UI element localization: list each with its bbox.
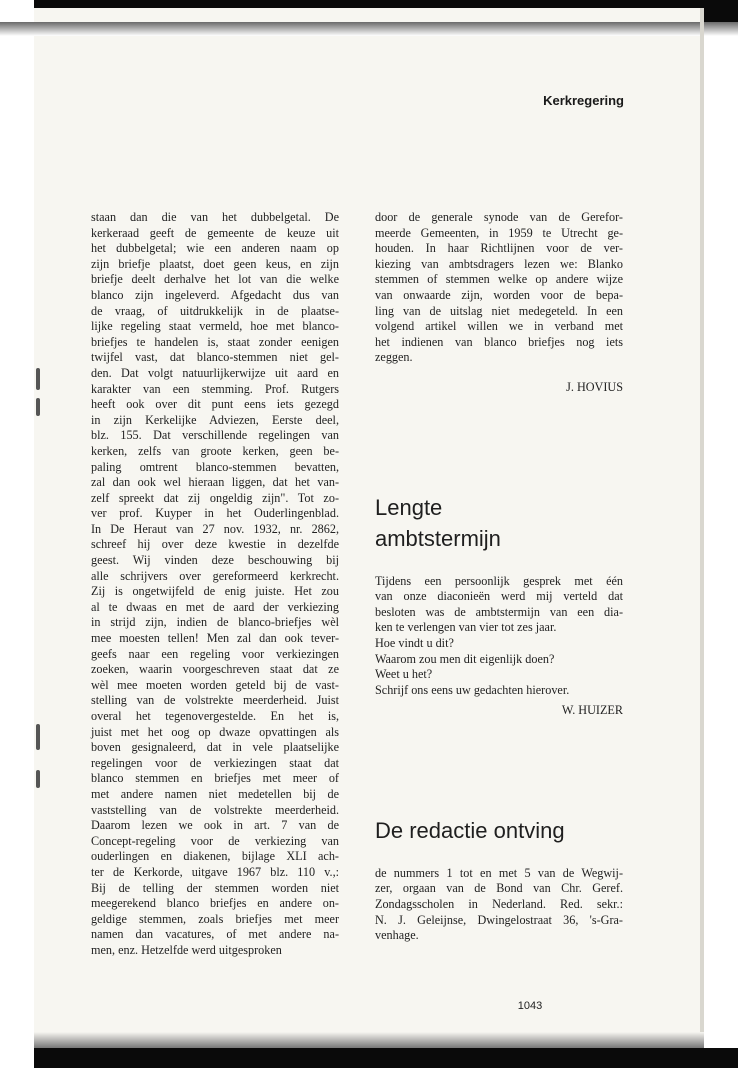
text-line: paling omtrent blanco-stemmen bevatten, — [91, 459, 339, 474]
text-line: kiezing van ambtsdragers lezen we: Blanko — [375, 256, 623, 271]
text-line: heeft ook over dit punt eens iets gezegd — [91, 397, 339, 412]
article-questions — [375, 636, 623, 698]
section-header: Kerkregering — [543, 93, 624, 108]
scan-bottom-shadow — [34, 1032, 704, 1048]
text-line: zal dan ook wel hieraan liggen, dat het van- — [91, 475, 339, 490]
text-line: staan dan die van het dubbelgetal. De — [91, 210, 339, 224]
binding-mark — [36, 770, 40, 788]
text-line: vaststelling van de volstrekte meerderheid. — [91, 802, 339, 817]
text-line: de nummers 1 tot en met 5 van de Wegwij- — [375, 865, 623, 880]
binding-mark — [36, 368, 40, 390]
text-line: den. Dat volgt natuurlijkerwijze uit aard en — [91, 365, 339, 380]
text-line: men, enz. Hetzelfde werd uitgesproken — [91, 942, 282, 957]
scan-left-margin — [0, 0, 34, 1068]
text-line: besloten was de ambtstermijn van een dia- — [375, 604, 623, 619]
text-line: In De Heraut van 27 nov. 1932, nr. 2862, — [91, 521, 339, 536]
text-line: zelf spreekt dat zij ongeldig zijn". Tot zo- — [91, 490, 339, 505]
text-line: karakter van een stemming. Prof. Rutgers — [91, 381, 339, 396]
text-line: stelling van de volstrekte meerderheid. Juist — [91, 693, 339, 708]
text-line: boven gesignaleerd, dat in vele plaatselijke — [91, 740, 339, 755]
text-line: Tijdens een persoonlijk gesprek met één — [375, 573, 623, 588]
text-line: het indienen van blanco briefjes nog iets — [375, 334, 623, 349]
text-line: in zijn Kerkelijke Adviezen, Eerste deel, — [91, 412, 339, 427]
text-line: blanco stemmen en briefjes met meer of — [91, 771, 339, 786]
text-line: zoeken, waarin voorgeschreven staat dat ze — [91, 662, 339, 677]
text-line: geest. Wij vinden deze beschouwing bij — [91, 553, 339, 568]
text-line: overal het tegenovergestelde. En het is, — [91, 709, 339, 723]
text-line: ouderlingen en diakenen, bijlage XLI ach- — [91, 849, 339, 864]
text-line: blanco zijn ingeleverd. Afgedacht dus van — [91, 287, 339, 302]
scan-top-shadow — [0, 22, 738, 36]
text-line: Schrijf ons eens uw gedachten hierover. — [375, 682, 570, 697]
text-line: mee moesten tellen! Men zal dan ook tever- — [91, 631, 339, 646]
right-column — [375, 210, 623, 944]
text-line: blz. 155. Dat verschillende regelingen van — [91, 428, 339, 443]
text-line: Weet u het? — [375, 667, 433, 682]
text-line: Waarom zou men dit eigenlijk doen? — [375, 651, 555, 666]
text-line: ling van de uitslag niet medegeteld. In een — [375, 303, 623, 318]
text-line: in strijd zijn, indien de blanco-briefjes wèl — [91, 615, 339, 630]
text-line: met andere namen niet medetellen bij de — [91, 786, 339, 801]
scan-bottom-border — [34, 1048, 738, 1068]
text-line: N. J. Geleijnse, Dwingelostraat 36, 's-Gra- — [375, 912, 623, 927]
text-line: het dubbelgetal; wie een anderen naam op — [91, 241, 339, 256]
article-body-redactie — [375, 866, 623, 944]
text-line: door de generale synode van de Gerefor- — [375, 210, 623, 224]
heading-line-2: ambtstermijn — [375, 525, 501, 551]
article-body-lengte — [375, 574, 623, 636]
signature-hovius: J. HOVIUS — [566, 379, 623, 394]
article-heading-redactie: De redactie ontving — [375, 817, 565, 843]
heading-line-1: Lengte — [375, 494, 443, 520]
text-line: schreef hij over deze kwestie in dezelfde — [91, 537, 339, 552]
signature-huizer: W. HUIZER — [561, 703, 623, 718]
binding-mark — [36, 398, 40, 416]
text-line: al te dwaas en met de aard der verkiezing — [91, 599, 339, 614]
text-line: kerkeraad geeft de gemeente de keuze uit — [91, 225, 339, 240]
text-line: geldige stemmen, zoals briefjes met meer — [91, 911, 339, 926]
binding-mark — [36, 724, 40, 750]
text-line: Daarom lezen we ook in art. 7 van de — [91, 818, 339, 833]
text-line: Concept-regeling voor de verkiezing van — [91, 833, 339, 848]
text-line: van onwaarde zijn, worden voor de bepa- — [375, 287, 623, 302]
text-line: meegerekend blanco briefjes en andere on- — [91, 896, 339, 911]
text-line: zeggen. — [375, 350, 413, 365]
text-line: Bij de telling der stemmen worden niet — [91, 880, 339, 895]
text-line: Hoe vindt u dit? — [375, 635, 454, 650]
text-line: van onze diaconieën werd mij verteld dat — [375, 589, 623, 604]
text-line: Zondagsscholen in Nederland. Red. sekr.: — [375, 897, 623, 912]
left-column — [91, 210, 339, 959]
text-line: volgend artikel willen we in verband met — [375, 319, 623, 334]
text-line: venhage. — [375, 928, 419, 943]
text-line: ver prof. Kuyper in het Ouderlingenblad. — [91, 506, 339, 521]
text-line: ken te verlengen van vier tot zes jaar. — [375, 620, 557, 635]
text-line: namen dan vacatures, of met andere na- — [91, 927, 339, 942]
text-line: twijfel vast, dat blanco-stemmen niet gel- — [91, 350, 339, 365]
text-line: lijke regeling staat vermeld, hoe met blanco- — [91, 319, 339, 334]
text-line: de vraag, of uitdrukkelijk in de plaatse- — [91, 303, 339, 318]
text-line: stemmen of stemmen welke op andere wijze — [375, 272, 623, 287]
text-line: zer, orgaan van de Bond van Chr. Geref. — [375, 881, 623, 896]
text-line: briefjes te handelen is, staat zonder eenigen — [91, 334, 339, 349]
text-line: houden. In haar Richtlijnen voor de ver- — [375, 241, 623, 256]
text-line: Zij is ongetwijfeld de enig juiste. Het zou — [91, 584, 339, 599]
text-line: juist met het oog op dwaze opvattingen als — [91, 724, 339, 739]
text-line: meerde Gemeenten, in 1959 te Utrecht ge- — [375, 225, 623, 240]
intro-text — [375, 210, 623, 366]
text-line: regelingen voor de verkiezingen staat dat — [91, 755, 339, 770]
text-line: alle schrijvers over gereformeerd kerkrecht. — [91, 568, 339, 583]
text-line: kerken, zelfs van groote kerken, geen be- — [91, 443, 339, 458]
text-line: zijn briefje plaatst, doet geen keus, en zijn — [91, 256, 339, 271]
text-line: briefje deelt derhalve het lot van die welke — [91, 272, 339, 287]
text-line: wèl mee moeten worden geteld bij de vast- — [91, 677, 339, 692]
text-line: geefs naar een regeling voor verkiezingen — [91, 646, 339, 661]
article-heading-lengte — [375, 492, 623, 554]
text-line: ter de Kerkorde, uitgave 1967 blz. 110 v.,: — [91, 864, 339, 879]
page-number: 1043 — [517, 1000, 543, 1012]
page-right-edge — [700, 8, 704, 1048]
